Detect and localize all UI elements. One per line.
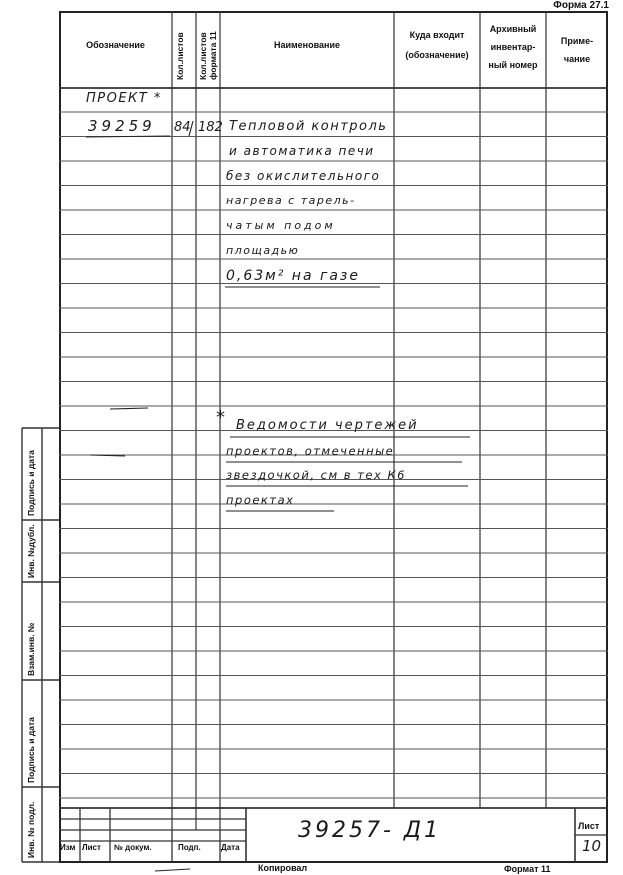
header-sheets-format-2: формата 11: [208, 31, 218, 80]
tb-sheet-value: 10: [582, 837, 602, 855]
header-archive-1: Архивный: [489, 24, 537, 34]
header-where-used-2: (обозначение): [405, 50, 469, 60]
header-name: Наименование: [273, 40, 341, 50]
name-line-3: без окислительного: [226, 169, 381, 183]
side-label-sign-date-top: Подпись и дата: [26, 450, 36, 516]
side-label-vzam-inv: Взам.инв. №: [26, 622, 36, 676]
side-label-inv-dubl: Инв. №дубл.: [26, 524, 36, 578]
header-sheets-count: Кол.листов: [175, 32, 185, 80]
header-archive-2: инвентар-: [490, 42, 536, 52]
tb-data: Дата: [221, 843, 240, 852]
header-where-used-1: Куда входит: [409, 30, 465, 40]
tb-sheet-label: Лист: [578, 821, 600, 831]
form-label: Форма 27.1: [553, 0, 609, 11]
tb-izm: Изм: [60, 843, 76, 852]
footnote-line-4: проектах: [226, 493, 295, 507]
name-line-2: и автоматика печи: [229, 144, 375, 158]
footnote-line-1: Ведомости чертежей: [236, 418, 419, 433]
name-line-5: чатым подом: [226, 219, 336, 232]
side-label-inv-podl: Инв. № подл.: [26, 801, 36, 858]
tb-list: Лист: [82, 843, 101, 852]
entry-project-number: 39259: [88, 117, 156, 135]
tb-doc-code: 39257- Д1: [298, 818, 442, 843]
name-line-7: 0,63м² на газе: [226, 268, 360, 284]
header-note-1: Приме-: [560, 36, 594, 46]
header-designation: Обозначение: [86, 40, 145, 50]
footnote-line-3: звездочкой, см в тех К6: [226, 468, 406, 482]
header-note-2: чание: [563, 54, 591, 64]
tb-doc-no: № докум.: [114, 843, 152, 852]
side-label-sign-date-bottom: Подпись и дата: [26, 717, 36, 783]
tb-podp: Подп.: [178, 843, 201, 852]
footnote-star: *: [216, 407, 225, 428]
footnote-line-2: проектов, отмеченные: [226, 444, 395, 458]
name-line-4: нагрева с тарель-: [226, 194, 356, 207]
entry-sheet-count: 84: [174, 120, 191, 135]
entry-project-label: ПРОЕКТ *: [86, 91, 162, 106]
name-line-1: Тепловой контроль: [229, 119, 388, 134]
entry-sheet-format: 182: [198, 120, 223, 135]
header-archive-3: ный номер: [488, 60, 538, 70]
header-sheets-format: Кол.листов: [198, 32, 208, 80]
name-line-6: площадью: [226, 244, 300, 257]
footer-format: Формат 11: [504, 864, 551, 874]
footer-kopiroval: Копировал: [258, 863, 308, 873]
